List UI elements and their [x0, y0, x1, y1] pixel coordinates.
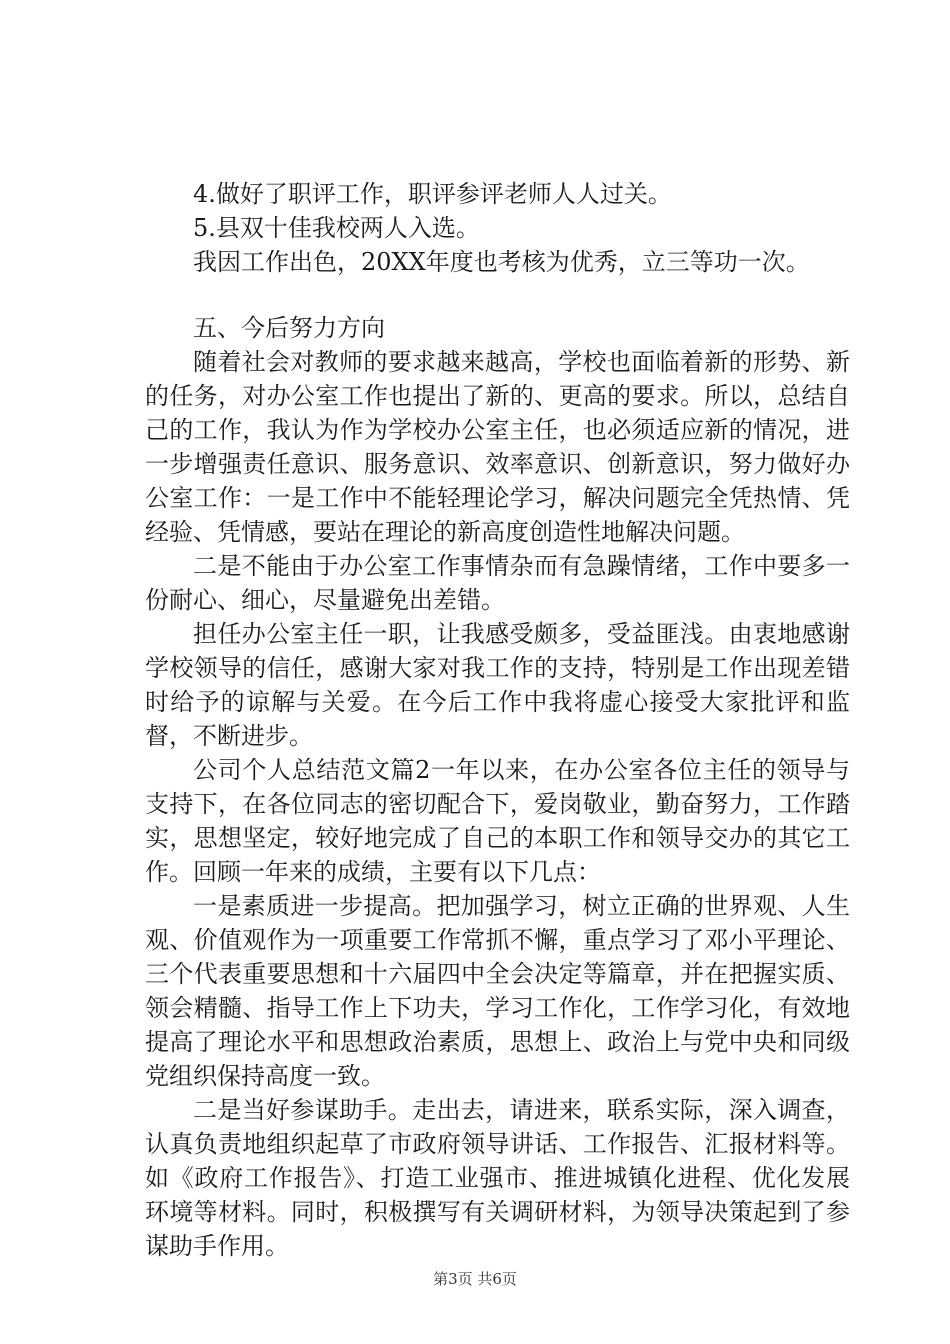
page-number-footer: 第3页 共6页: [433, 1270, 517, 1288]
paragraph-thanks: 担任办公室主任一职，让我感受颇多，受益匪浅。由衷地感谢学校领导的信任，感谢大家对我工作的支持，特别是工作出现差错时给予的谅解与关爱。在今后工作中我将虚心接受大家批评和监督，不断进步。: [145, 620, 850, 750]
paragraph-item-4: 4.做好了职评工作，职评参评老师人人过关。: [193, 180, 672, 208]
paragraph-point-two: 二是不能由于办公室工作事情杂而有急躁情绪，工作中要多一份耐心、细心，尽量避免出差错。: [145, 552, 850, 614]
paragraph-self-award: 我因工作出色，20XX年度也考核为优秀，立三等功一次。: [193, 248, 810, 276]
paragraph-quality: 一是素质进一步提高。把加强学习，树立正确的世界观、人生观、价值观作为一项重要工作常抓不懈，重点学习了邓小平理论、三个代表重要思想和十六届四中全会决定等篇章，并在把握实质、领会精髓、指导工作上下功夫，学习工作化，工作学习化，有效地提高了理论水平和思想政治素质，思想上、政治上与党中央和同级党组织保持高度一致。: [145, 892, 850, 1090]
paragraph-item-5: 5.县双十佳我校两人入选。: [193, 214, 480, 242]
paragraph-spacer: [145, 279, 850, 311]
section-heading: 五、今后努力方向: [193, 314, 385, 342]
paragraph-summary-2-intro: 公司个人总结范文篇2一年以来，在办公室各位主任的领导与支持下，在各位同志的密切配合下，爱岗敬业，勤奋努力，工作踏实，思想坚定，较好地完成了自己的本职工作和领导交办的其它工作。回顾一年来的成绩，主要有以下几点：: [145, 756, 850, 886]
document-body: [145, 177, 850, 1263]
paragraph-advisor: 二是当好参谋助手。走出去，请进来，联系实际，深入调查，认真负责地组织起草了市政府领导讲话、工作报告、汇报材料等。如《政府工作报告》、打造工业强市、推进城镇化进程、优化发展环境等材料。同时，积极撰写有关调研材料，为领导决策起到了参谋助手作用。: [145, 1096, 850, 1260]
paragraph-future-direction: 随着社会对教师的要求越来越高，学校也面临着新的形势、新的任务，对办公室工作也提出了新的、更高的要求。所以，总结自己的工作，我认为作为学校办公室主任，也必须适应新的情况，进一步增强责任意识、服务意识、效率意识、创新意识，努力做好办公室工作：一是工作中不能轻理论学习，解决问题完全凭热情、凭经验、凭情感，要站在理论的新高度创造性地解决问题。: [145, 348, 850, 546]
